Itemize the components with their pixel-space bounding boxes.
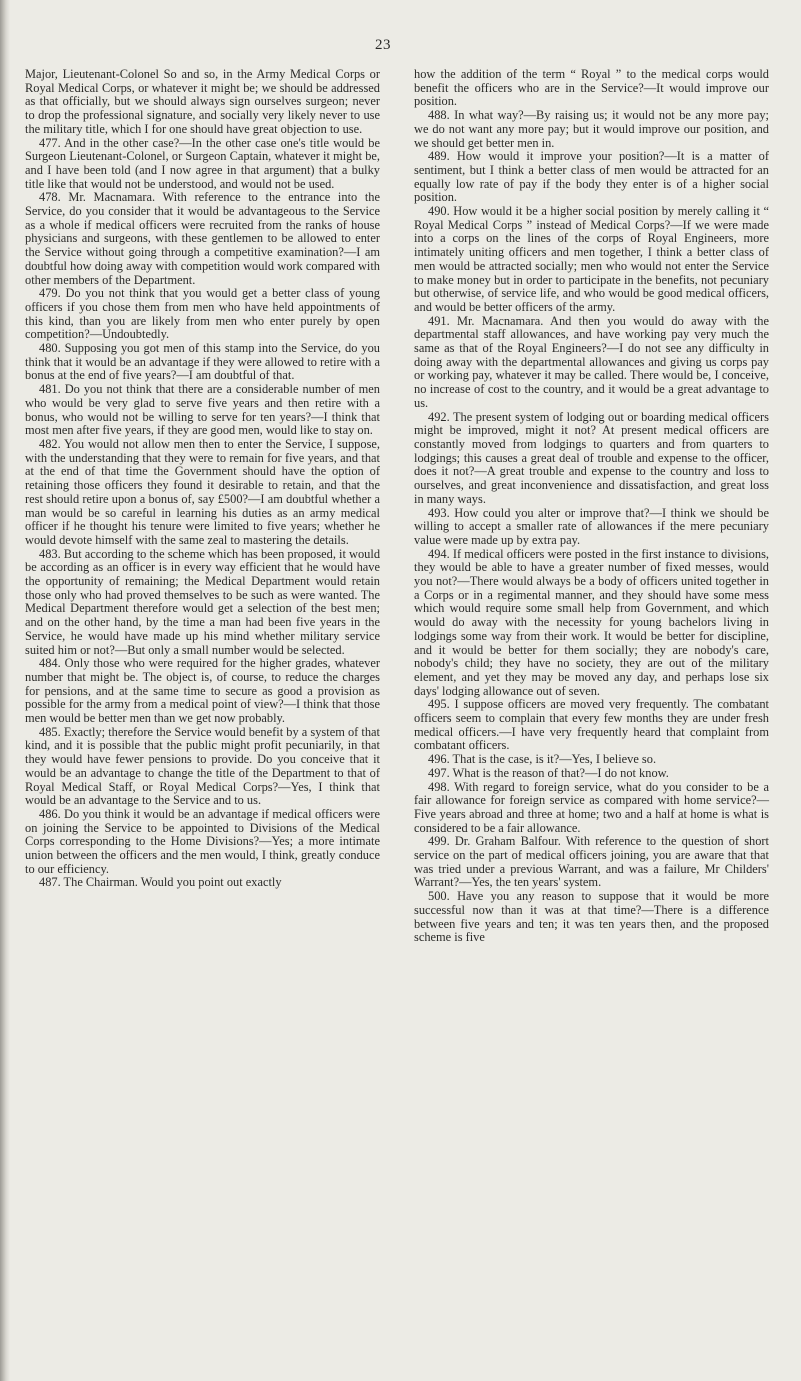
paragraph: 479. Do you not think that you would get a better class of young officers if you chose them from men who have held appointments of this kind, than you are likely from men who enter purely by open competition?—Undoubtedly.: [25, 286, 380, 342]
paragraph: 492. The present system of lodging out or boarding medical officers might be improved, might it not? At present medical officers are constantly moved from lodgings to quarters and from quarters to lodgings; this causes a great deal of trouble and expense to the officer, does it not?—A great trouble and expense to the country and loss to ourselves, and great inconvenience and dissatisfaction, and great loss in many ways.: [414, 409, 769, 506]
paragraph: 480. Supposing you got men of this stamp into the Service, do you think that it would be an advantage if they were allowed to retire with a bonus at the end of five years?—I am doubtful of that.: [25, 341, 380, 383]
paragraph: 486. Do you think it would be an advantage if medical officers were on joining the Service to be appointed to Divisions of the Medical Corps corresponding to the Home Divisions?—Yes; a more intimate union between the officers and the men would, I think, greatly conduce to our efficiency.: [25, 806, 380, 876]
paragraph: 493. How could you alter or improve that?—I think we should be willing to accept a smaller rate of allowances if the mere pecuniary value were made up by extra pay.: [414, 505, 769, 547]
paragraph: 495. I suppose officers are moved very frequently. The combatant officers seem to complain that every few months they are under fresh medical officers.—I have very frequently heard that complaint from combatant officers.: [414, 697, 769, 753]
left-column: [25, 68, 380, 890]
paragraph: 484. Only those who were required for the higher grades, whatever number that might be. The object is, of course, to reduce the charges for pensions, and at the same time to secure as good a provision as possible for the army from a medical point of view?—I think that those men would be better men than we get now probably.: [25, 656, 380, 726]
page-number: 23: [375, 37, 391, 53]
paragraph: 497. What is the reason of that?—I do not know.: [428, 765, 669, 780]
paragraph: 499. Dr. Graham Balfour. With reference to the question of short service on the part of medical officers joining, you are aware that that was tried under a previous Warrant, and was a failure, Mr Childers' Warrant?—Yes, the ten years' system.: [414, 834, 769, 890]
right-column: [414, 68, 769, 945]
paragraph: 485. Exactly; therefore the Service would benefit by a system of that kind, and it is possible that the public might profit pecuniarily, in that they would have fewer pensions to provide. Do you conceive that it would be an advantage to change the title of the Department to that of Royal Medical Staff, or Royal Medical Corps?—Yes, I think that would be an advantage to the Service and to us.: [25, 724, 380, 808]
paragraph: 478. Mr. Macnamara. With reference to the entrance into the Service, do you consider that it would be advantageous to the Service as a whole if medical officers were recruited from the ranks of house physicians and surgeons, with these gentlemen to be allowed to enter the Service without going through a competitive examination?—I am doubtful how doing away with competition would work compared with other members of the Department.: [25, 190, 380, 287]
paragraph: 491. Mr. Macnamara. And then you would do away with the departmental staff allowances, and have working pay very much the same as that of the Royal Engineers?—I do not see any difficulty in doing away with the departmental allowances and giving us corps pay or working pay, whatever it may be called. There would be, I conceive, no increase of cost to the country, and it would be a great advantage to us.: [414, 313, 769, 410]
paragraph: Major, Lieutenant-Colonel So and so, in the Army Medical Corps or Royal Medical Corps, or whatever it might be; we should be addressed as that officially, but we should always sign ourselves surgeon; never to drop the professional signature, and socially very likely never to use the military title, which I for one should have great objection to use.: [25, 67, 380, 136]
page-binding-shadow: [0, 0, 10, 1381]
paragraph: 488. In what way?—By raising us; it would not be any more pay; we do not want any more pay; but it would improve our position, and we should get better men in.: [414, 108, 769, 150]
paragraph: 481. Do you not think that there are a considerable number of men who would be very glad to serve five years and then retire with a bonus, who would not be willing to serve for ten years?—I think that most men after five years, if they are good men, would like to stay on.: [25, 382, 380, 438]
paragraph: 482. You would not allow men then to enter the Service, I suppose, with the understanding that they were to remain for five years, and that at the end of that time the Government should have the option of retaining those officers they found it desirable to retain, and that the rest should retire upon a bonus of, say £500?—I am doubtful whether a man would be so careful in learning his duties as an army medical officer if he thought his tenure were limited to five years; whether he would devote himself with the same zeal to mastering the details.: [25, 436, 380, 547]
paragraph: how the addition of the term “ Royal ” to the medical corps would benefit the officers who are in the Service?—It would improve our position.: [414, 67, 769, 109]
paragraph: 477. And in the other case?—In the other case one's title would be Surgeon Lieutenant-Colonel, or Surgeon Captain, whatever it might be, and I have been told (and I now agree in that argument) that a bulky title like that would not be understood, and would not be used.: [25, 135, 380, 191]
paragraph: 494. If medical officers were posted in the first instance to divisions, they would be able to have a greater number of fixed messes, would you not?—There would always be a body of officers united together in a Corps or in a regimental manner, and they should have some mess which would require some small help from Government, and which would do away with the necessity for young bachelors living in lodgings some way from their work. It would be better for discipline, and it would be better for them socially; they are nobody's care, nobody's child; they have no society, they are out of the military element, and yet they may be moved any day, and perhaps lose six days' lodging allowance out of seven.: [414, 546, 769, 698]
paragraph: 496. That is the case, is it?—Yes, I believe so.: [428, 752, 657, 767]
paragraph: 489. How would it improve your position?—It is a matter of sentiment, but I think a better class of men would be attracted for an equally low rate of pay if the body they enter is of a higher social position.: [414, 149, 769, 205]
paragraph: 498. With regard to foreign service, what do you consider to be a fair allowance for foreign service as compared with home service?—Five years abroad and three at home; two and a half at home is what is considered to be a fair allowance.: [414, 779, 769, 835]
paragraph: 500. Have you any reason to suppose that it would be more successful now than it was at that time?—There is a difference between five years and ten; it was ten years then, and the proposed scheme is five: [414, 889, 769, 945]
paragraph: 490. How would it be a higher social position by merely calling it “ Royal Medical Corps ” instead of Medical Corps?—If we were made into a corps on the lines of the corps of Royal Engineers, more intimately uniting officers and men together, I think a better class of men would be attracted socially; men who would not enter the Service to make money but in order to participate in the benefits, not pecuniary but otherwise, of service life, and who would be good medical officers, and would be better officers of the army.: [414, 204, 769, 314]
paragraph: 483. But according to the scheme which has been proposed, it would be according as an officer is in every way efficient that he would have the opportunity of remaining; the Medical Department would retain those only who had proved themselves to be such as were wanted. The Medical Department therefore would get a selection of the best men; and on the other hand, by the time a man had been five years in the Service, he would have made up his mind whether military service suited him or not?—But only a small number would be selected.: [25, 546, 381, 657]
paragraph: 487. The Chairman. Would you point out exactly: [39, 875, 282, 890]
